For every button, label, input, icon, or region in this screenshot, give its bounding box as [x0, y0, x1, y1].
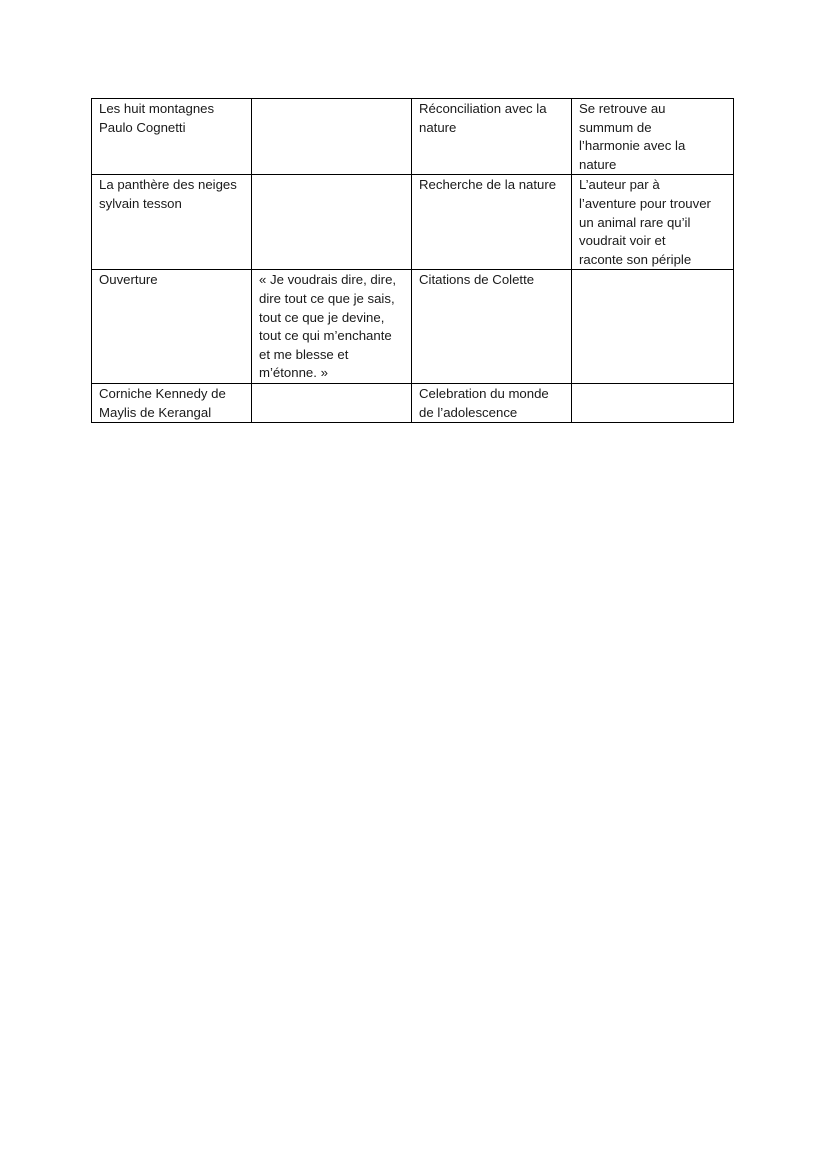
- cell-text-line: Se retrouve au: [579, 101, 666, 116]
- table-cell-title: [92, 175, 252, 270]
- table-cell-quote: [252, 270, 412, 384]
- table-cell-title: [92, 99, 252, 175]
- table-cell-theme: [412, 270, 572, 384]
- cell-text-line: Réconciliation avec la: [419, 101, 547, 116]
- cell-text-line: Ouverture: [99, 272, 158, 288]
- cell-text-line: « Je voudrais dire, dire,: [259, 272, 397, 288]
- cell-text-line: et me blesse et: [259, 346, 349, 362]
- table-row: [92, 383, 734, 422]
- table-cell-quote: [252, 175, 412, 270]
- table-cell-quote: [252, 383, 412, 422]
- cell-text-line: Maylis de Kerangal: [99, 404, 212, 420]
- table-cell-title: [92, 270, 252, 384]
- table-cell-comment: [572, 99, 734, 175]
- cell-text-line: de l’adolescence: [419, 404, 518, 420]
- table-row: [92, 270, 734, 384]
- table-cell-quote: [252, 99, 412, 175]
- cell-text-line: m’étonne. »: [259, 365, 328, 381]
- cell-text-line: l’harmonie avec la: [579, 138, 686, 154]
- table-cell-comment: [572, 270, 734, 384]
- cell-text-line: tout ce que je devine,: [259, 309, 385, 325]
- cell-text-line: un animal rare qu’il: [579, 214, 691, 230]
- cell-text-line: Paulo Cognetti: [99, 119, 186, 135]
- cell-text-line: raconte son périple: [579, 251, 692, 267]
- table-row: [92, 175, 734, 270]
- table-row: [92, 99, 734, 175]
- table-cell-theme: [412, 175, 572, 270]
- cell-text-line: nature: [419, 119, 457, 135]
- table-cell-title: [92, 383, 252, 422]
- cell-text-line: La panthère des neiges: [99, 177, 237, 193]
- cell-text-line: summum de: [579, 119, 652, 135]
- table-cell-comment: [572, 383, 734, 422]
- cell-text-line: Corniche Kennedy de: [99, 385, 226, 401]
- cell-text-line: sylvain tesson: [99, 195, 182, 211]
- cell-text-line: nature: [579, 156, 617, 172]
- table-cell-comment: [572, 175, 734, 270]
- table-cell-theme: [412, 383, 572, 422]
- table-cell-theme: [412, 99, 572, 175]
- cell-text-line: Les huit montagnes: [99, 101, 215, 116]
- cell-text-line: voudrait voir et: [579, 233, 666, 249]
- cell-text-line: Celebration du monde: [419, 385, 549, 401]
- cell-text-line: tout ce qui m’enchante: [259, 328, 392, 344]
- cell-text-line: L’auteur par à: [579, 177, 660, 193]
- cell-text-line: l’aventure pour trouver: [579, 195, 711, 211]
- cell-text-line: dire tout ce que je sais,: [259, 290, 395, 306]
- cell-text-line: Citations de Colette: [419, 272, 535, 288]
- cell-text-line: Recherche de la nature: [419, 177, 557, 193]
- works-table: [91, 98, 734, 423]
